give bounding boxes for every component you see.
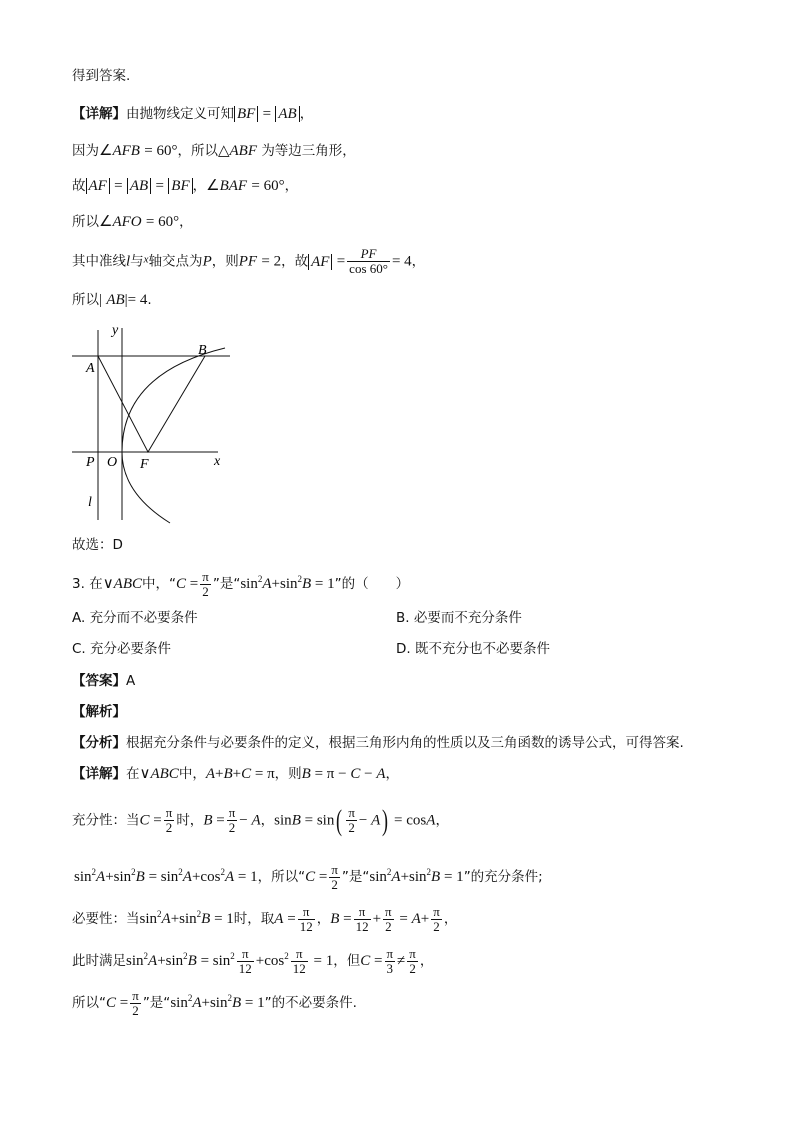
answer-tag: 【答案】 — [72, 673, 126, 689]
analysis-line: 【分析】根据充分条件与必要条件的定义，根据三角形内角的性质以及三角函数的诱导公式，可得答案. — [72, 735, 684, 751]
text-line: 故选：D — [72, 537, 123, 553]
text-line: 所以∠AFO = 60°， — [72, 214, 193, 230]
detail-line: 必要性：当$\sin^2A+\sin^2B = 1$时，取A = $\frac{\pi}{12}$ ，B = $\frac{\pi}{12}$ + $\frac{\pi}{2}$ = A+ $\frac{\pi}{2}$ ， — [72, 903, 458, 934]
option-d: D. 既不充分也不必要条件 — [396, 641, 550, 657]
label-o: O — [107, 455, 118, 470]
label-f: F — [140, 457, 149, 472]
label-l: l — [88, 495, 92, 510]
label-b: B — [198, 343, 207, 358]
label-y: y — [112, 323, 119, 338]
text-line: 因为∠AFB = 60°，所以△ABF 为等边三角形， — [72, 143, 356, 159]
option-c: C. 充分必要条件 — [72, 641, 172, 657]
label-p: P — [86, 455, 95, 470]
text-line: 所以| AB|= 4. — [72, 292, 152, 308]
label-x: x — [214, 454, 221, 469]
detail-line: 此时满足$\sin^2A+\sin^2B = \sin^2$ $\frac{\pi}{12}$ $+\cos^2$ $\frac{\pi}{12}$ = 1，但C = $\frac{\pi}{3}$ ≠ $\frac{\pi}{2}$ ， — [72, 945, 434, 976]
detail-tag: 【详解】 — [72, 106, 126, 122]
detail-line: $\sin^2A+\sin^2B = \sin^2A+\cos^2A = 1$，所以“C = $\frac{\pi}{2}$ ”是“$\sin^2A+\sin^2B = 1$”的充分条件; — [74, 861, 543, 892]
text-line: 得到答案. — [72, 68, 131, 84]
text-line: 故 AF = AB = BF ，∠BAF = 60°， — [72, 178, 299, 194]
text-line: 其中准线l与$^x$轴交点为P，则PF = 2，故 AF = $\frac{PF}{\cos 60^\circ}$ = 4， — [72, 246, 426, 276]
text-line: 【详解】由抛物线定义可知 BF = AB ， — [72, 106, 314, 122]
detail-line: 【详解】在∨ABC中，A+B+C = π，则B = π − C − A， — [72, 766, 399, 782]
answer-value: A — [126, 673, 136, 689]
option-a: A. 充分而不必要条件 — [72, 610, 198, 626]
triangle-abf — [98, 356, 205, 452]
analysis-heading: 【解析】 — [72, 704, 126, 720]
detail-line: 充分性：当C = $\frac{\pi}{2}$ 时，B = $\frac{\pi}{2}$ − A，sinB = sin( $\frac{\pi}{2}$ − A) = cosA， — [72, 803, 449, 837]
detail-line: 所以“C = $\frac{\pi}{2}$ ”是“$\sin^2A+\sin^2B = 1$”的不必要条件. — [72, 987, 357, 1018]
option-b: B. 必要而不充分条件 — [396, 610, 522, 626]
answer-line — [72, 671, 135, 691]
parabola-curve — [122, 348, 225, 523]
label-a: A — [86, 361, 95, 376]
question-stem: 3. 在∨ABC中，“C = $\frac{\pi}{2}$ ”是“$\sin^2A+\sin^2B = 1$”的（ ） — [72, 568, 410, 599]
parabola-figure — [70, 318, 240, 528]
